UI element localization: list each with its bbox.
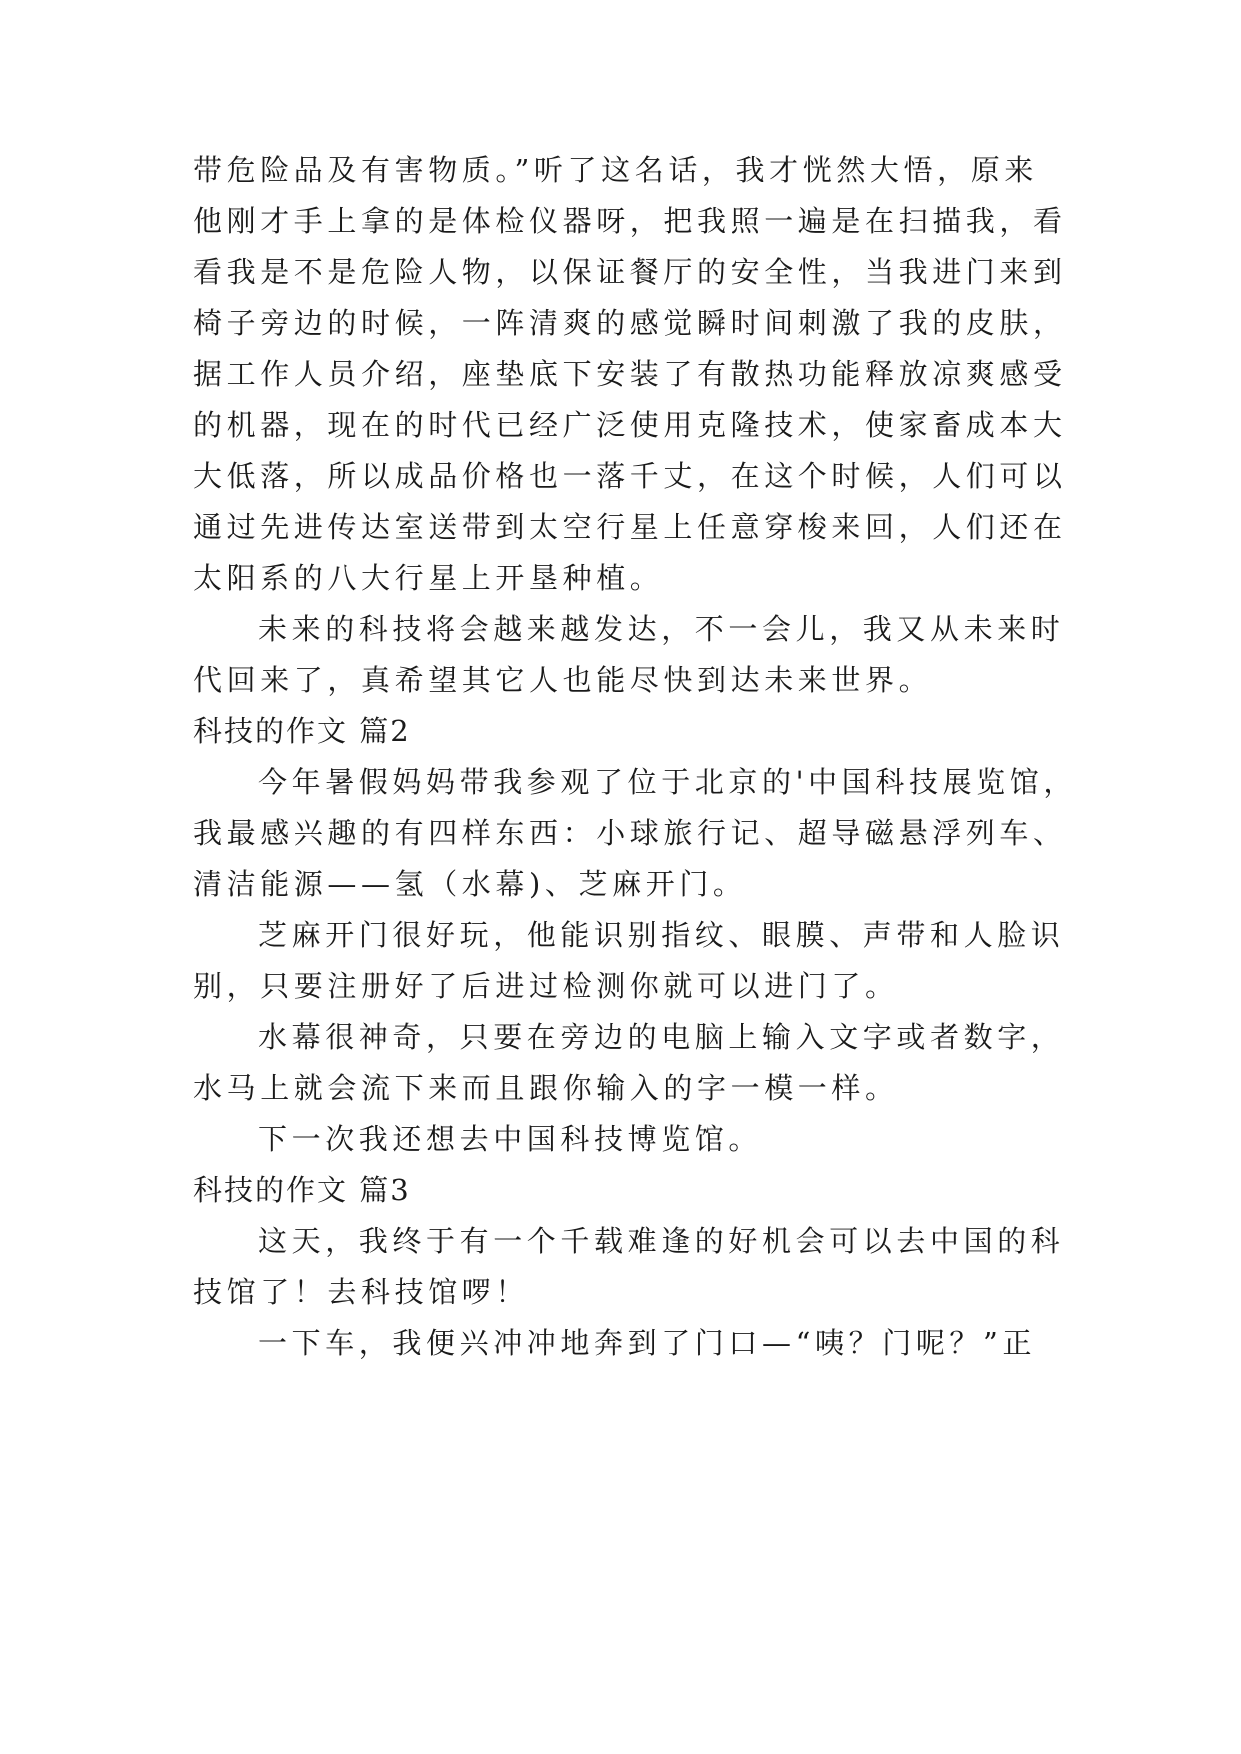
- text-line: 一下车，我便兴冲冲地奔到了门口—“咦？门呢？”正: [258, 1326, 1037, 1360]
- text-line: 下一次我还想去中国科技博览馆。: [258, 1122, 763, 1156]
- text-line: 清洁能源——氢（水幕)、芝麻开门。: [193, 867, 747, 901]
- section-heading: 科技的作文 篇2: [193, 714, 411, 748]
- text-line: 看我是不是危险人物，以保证餐厅的安全性，当我进门来到: [193, 255, 1067, 289]
- text-line: 据工作人员介绍，座垫底下安装了有散热功能释放凉爽感受: [193, 357, 1067, 391]
- section-heading: 科技的作文 篇3: [193, 1173, 411, 1207]
- text-line: 芝麻开门很好玩，他能识别指纹、眼膜、声带和人脸识: [258, 918, 1065, 952]
- text-line: 这天，我终于有一个千载难逢的好机会可以去中国的科: [258, 1224, 1065, 1258]
- text-line: 的机器，现在的时代已经广泛使用克隆技术，使家畜成本大: [193, 408, 1067, 442]
- text-line: 通过先进传达室送带到太空行星上任意穿梭来回，人们还在: [193, 510, 1067, 544]
- text-line: 带危险品及有害物质。”听了这名话，我才恍然大悟，原来: [193, 153, 1038, 187]
- text-line: 别，只要注册好了后进过检测你就可以进门了。: [193, 969, 899, 1003]
- text-line: 椅子旁边的时候，一阵清爽的感觉瞬时间刺激了我的皮肤，: [193, 306, 1067, 340]
- text-line: 代回来了，真希望其它人也能尽快到达未来世界。: [193, 663, 933, 697]
- text-line: 今年暑假妈妈带我参观了位于北京的'中国科技展览馆，: [258, 765, 1077, 799]
- text-line: 我最感兴趣的有四样东西：小球旅行记、超导磁悬浮列车、: [193, 816, 1067, 850]
- text-line: 未来的科技将会越来越发达，不一会儿，我又从未来时: [258, 612, 1065, 646]
- text-line: 水马上就会流下来而且跟你输入的字一模一样。: [193, 1071, 899, 1105]
- text-line: 水幕很神奇，只要在旁边的电脑上输入文字或者数字，: [258, 1020, 1065, 1054]
- text-line: 他刚才手上拿的是体检仪器呀，把我照一遍是在扫描我，看: [193, 204, 1067, 238]
- text-line: 技馆了！去科技馆啰！: [193, 1275, 530, 1309]
- text-line: 大低落，所以成品价格也一落千丈，在这个时候，人们可以: [193, 459, 1067, 493]
- text-line: 太阳系的八大行星上开垦种植。: [193, 561, 664, 595]
